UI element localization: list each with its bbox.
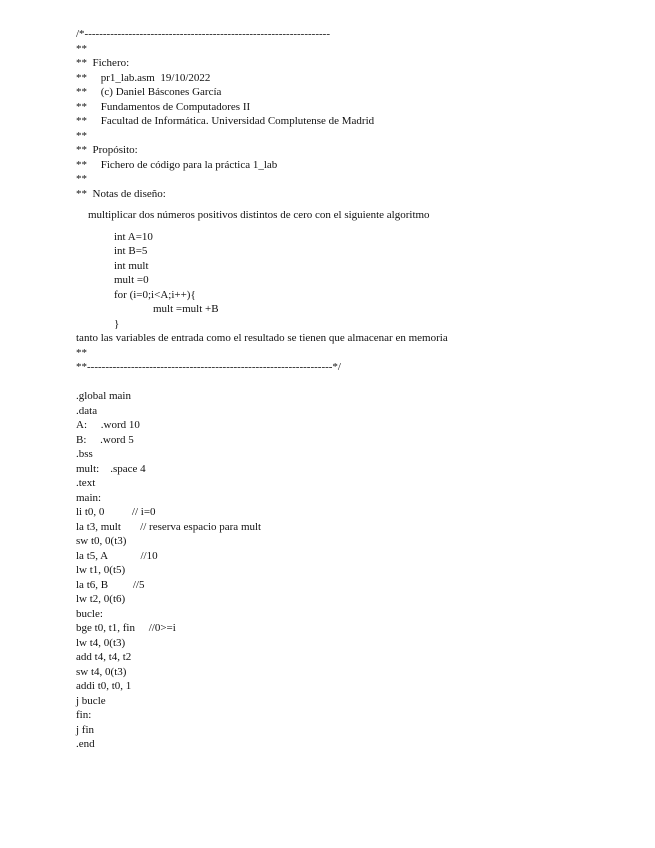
purpose-heading: ** Propósito: <box>76 144 138 156</box>
asm-line: bge t0, t1, fin //0>=i <box>76 622 176 634</box>
asm-line: A: .word 10 <box>76 419 140 431</box>
asm-line: la t3, mult // reserva espacio para mult <box>76 520 262 533</box>
asm-line: lw t4, 0(t3) <box>76 636 126 649</box>
pseudo-code-line: mult =0 <box>114 274 149 286</box>
asm-line: fin: <box>76 709 92 721</box>
pseudo-code-line: } <box>114 317 120 330</box>
asm-line: .end <box>76 738 95 750</box>
asm-line: j bucle <box>76 694 106 707</box>
pseudo-code-line: mult =mult +B <box>153 303 219 315</box>
file-name-date: ** pr1_lab.asm 19/10/2022 <box>76 71 211 84</box>
author-line: ** (c) Daniel Báscones García <box>76 86 222 98</box>
asm-line: sw t0, 0(t3) <box>76 535 127 547</box>
storage-note: tanto las variables de entrada como el resultado se tienen que almacenar en memoria <box>76 332 448 344</box>
file-heading: ** Fichero: <box>76 57 130 69</box>
asm-line: .global main <box>76 390 131 402</box>
asm-line: sw t4, 0(t3) <box>76 665 127 678</box>
asm-line: addi t0, t0, 1 <box>76 680 132 692</box>
faculty-line: ** Facultad de Informática. Universidad Complutense de Madrid <box>76 115 375 127</box>
asm-line: la t6, B //5 <box>76 578 145 591</box>
design-notes-heading: ** Notas de diseño: <box>76 187 166 200</box>
comment-close-rule: **-------------------------------------------------------------------*/ <box>76 361 341 373</box>
asm-line: lw t2, 0(t6) <box>76 593 126 605</box>
purpose-text: ** Fichero de código para la práctica 1_lab <box>76 158 278 171</box>
course-line: ** Fundamentos de Computadores II <box>76 100 251 113</box>
asm-line: main: <box>76 491 102 504</box>
asm-line: .bss <box>76 448 93 460</box>
asm-line: add t4, t4, t2 <box>76 651 132 663</box>
comment-line: ** <box>76 173 87 185</box>
source-code-listing <box>76 27 636 752</box>
asm-line: mult: .space 4 <box>76 462 146 475</box>
comment-open-rule: /*------------------------------------------------------------------- <box>76 28 330 40</box>
asm-line: B: .word 5 <box>76 433 134 446</box>
pseudo-code-line: int A=10 <box>114 230 153 243</box>
comment-line: ** <box>76 129 87 142</box>
algorithm-intro: multiplicar dos números positivos distintos de cero con el siguiente algoritmo <box>88 209 430 221</box>
asm-line: .text <box>76 477 96 489</box>
pseudo-code-line: int B=5 <box>114 245 148 257</box>
asm-line: .data <box>76 404 98 417</box>
pseudo-code-line: int mult <box>114 259 149 272</box>
asm-line: lw t1, 0(t5) <box>76 564 126 576</box>
comment-line: ** <box>76 346 87 359</box>
asm-line: li t0, 0 // i=0 <box>76 506 156 518</box>
asm-line: la t5, A //10 <box>76 549 158 562</box>
asm-line: bucle: <box>76 607 103 620</box>
pseudo-code-line: for (i=0;i<A;i++){ <box>114 288 196 301</box>
asm-line: j fin <box>76 723 95 736</box>
comment-line: ** <box>76 42 87 55</box>
